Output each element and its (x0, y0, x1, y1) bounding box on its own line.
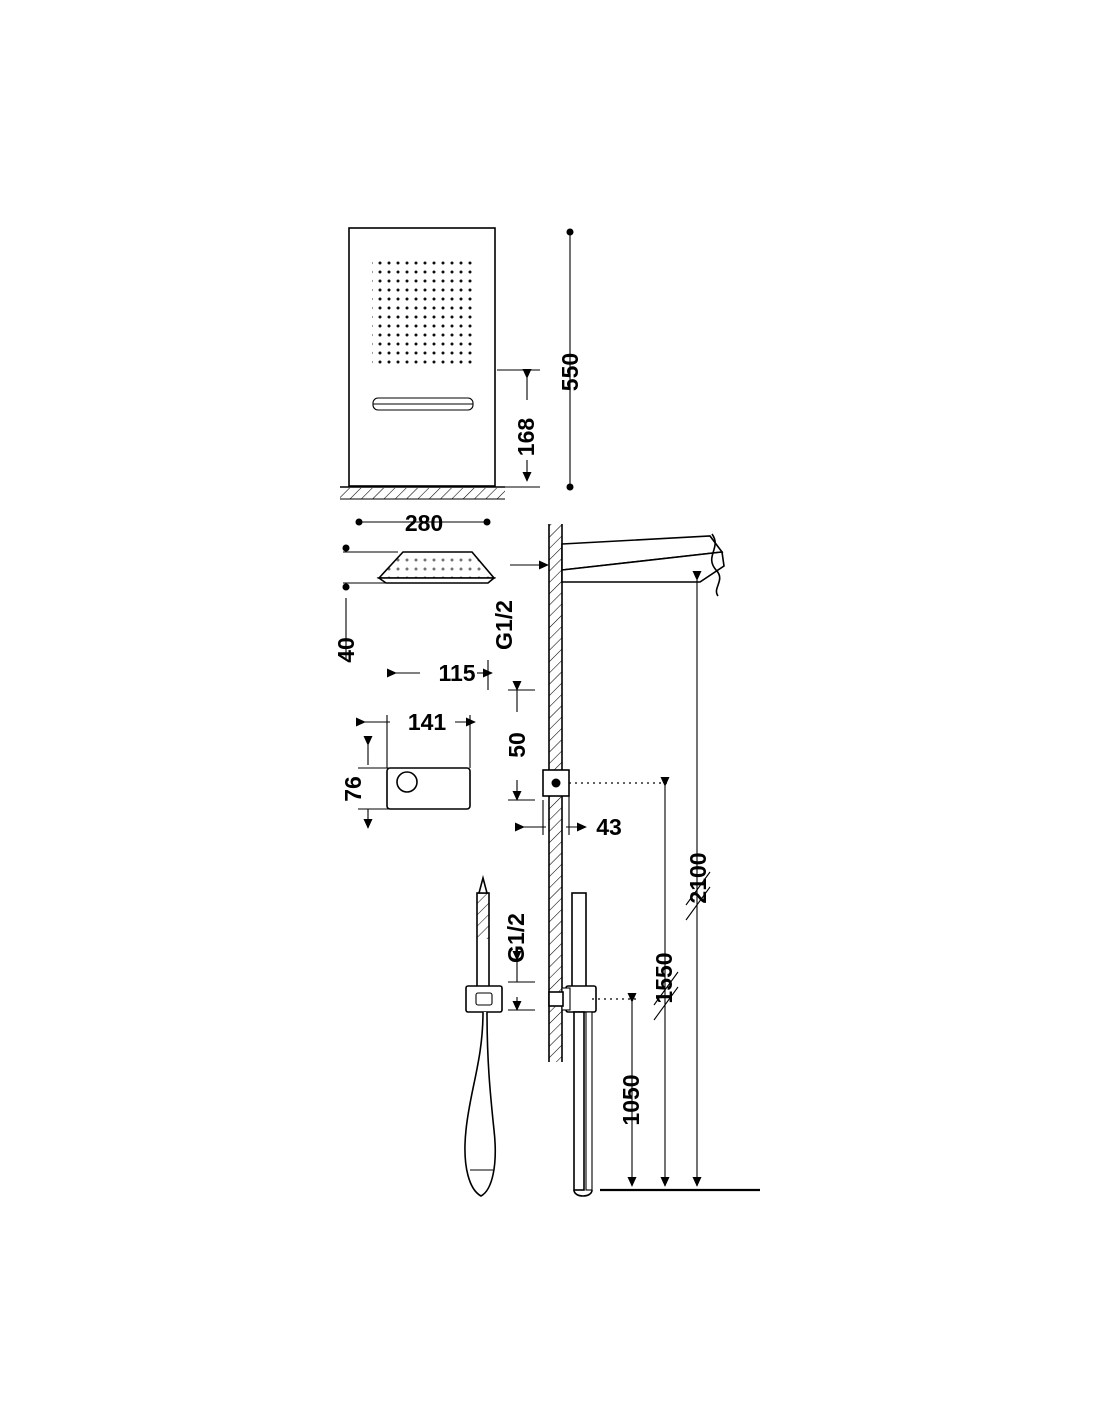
dimension-280 (359, 510, 487, 536)
thread-label-top (491, 565, 548, 650)
overhead-shower-perspective-view (379, 552, 494, 583)
g12-bottom-label: G1/2 (503, 913, 529, 963)
dimension-550 (557, 232, 583, 487)
dim-550-label: 550 (557, 352, 583, 392)
dim-50-label: 50 (504, 732, 530, 758)
dim-1550-label: 1550 (651, 952, 677, 1004)
dim-1050-label: 1050 (618, 1074, 644, 1126)
valve-plate-front-view (387, 768, 470, 809)
thread-label-bottom (503, 913, 535, 1010)
dim-168-label: 168 (513, 417, 539, 457)
dimension-2100 (685, 580, 711, 1186)
dim-43-label: 43 (596, 814, 622, 840)
dimension-115 (396, 660, 492, 690)
dimension-40 (333, 548, 398, 663)
dimension-76 (340, 745, 390, 828)
dimension-1050 (592, 999, 644, 1186)
dimension-168 (497, 370, 540, 487)
valve-body-section (543, 770, 569, 796)
dim-115-label: 115 (438, 660, 476, 686)
dim-40-label: 40 (333, 637, 359, 663)
ceiling-hatch-front (340, 487, 505, 499)
overhead-shower-front-view (349, 228, 495, 486)
dim-76-label: 76 (340, 776, 366, 802)
dim-141-label: 141 (407, 709, 447, 735)
dimension-43 (524, 796, 622, 840)
dim-2100-label: 2100 (685, 852, 711, 904)
hand-shower-front-view (465, 878, 502, 1196)
overhead-shower-side-elevation (562, 534, 724, 596)
dim-280-label: 280 (404, 510, 444, 536)
g12-top-label: G1/2 (491, 600, 517, 650)
dimension-141 (365, 709, 475, 768)
dimension-50 (504, 690, 535, 800)
